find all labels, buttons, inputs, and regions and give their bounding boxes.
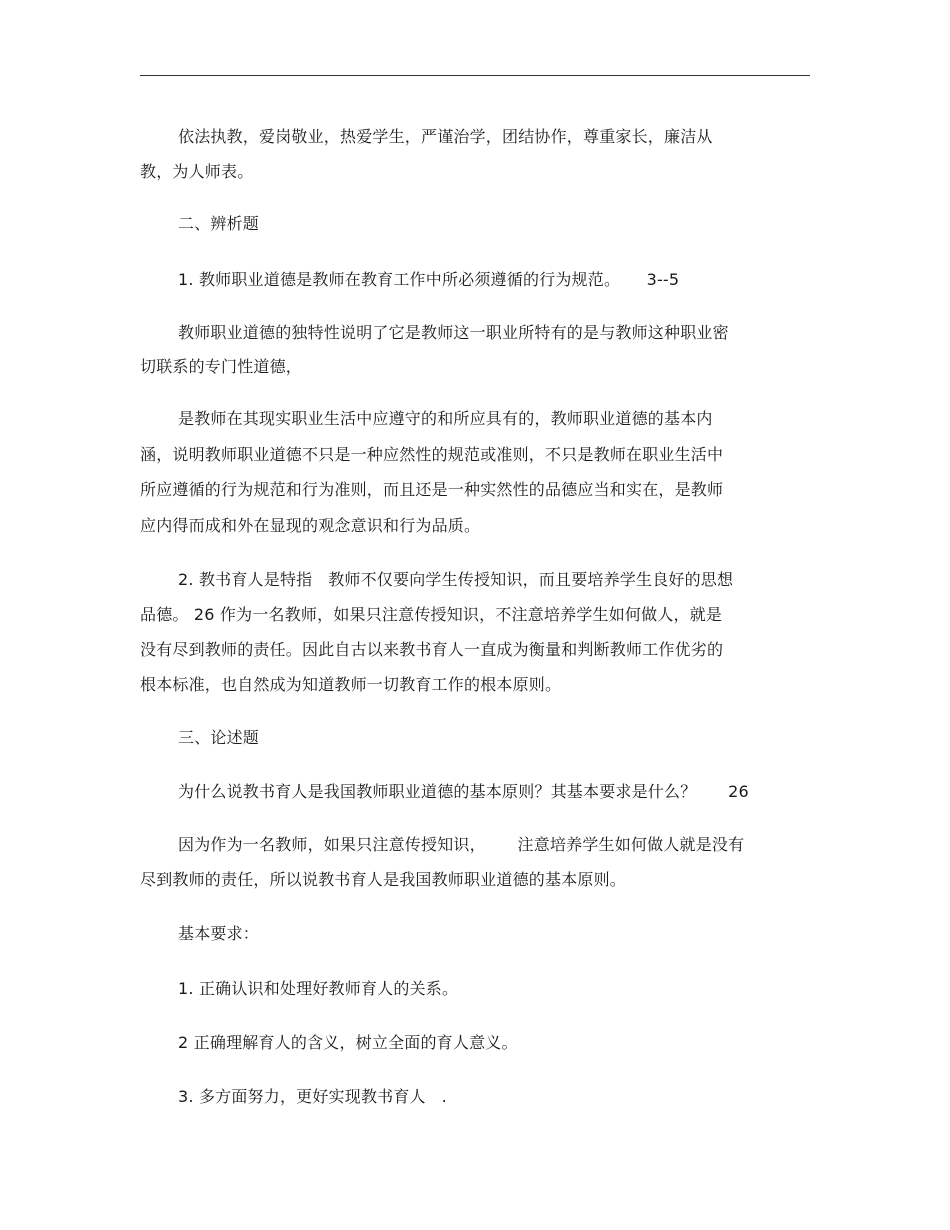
text-line: 是教师在其现实职业生活中应遵守的和所应具有的，教师职业道德的基本内: [178, 409, 713, 428]
text-line: 依法执教，爱岗敬业，热爱学生，严谨治学，团结协作，尊重家长，廉洁从: [178, 127, 713, 146]
list-item: 1. 正确认识和处理好教师育人的关系。: [178, 979, 459, 998]
text-line: 涵，说明教师职业道德不只是一种应然性的规范或准则，不只是教师在职业生活中: [140, 445, 724, 464]
text-line: 为什么说教书育人是我国教师职业道德的基本原则？其基本要求是什么？ 26: [178, 782, 749, 801]
text-line: 根本标准，也自然成为知道教师一切教育工作的根本原则。: [140, 675, 562, 694]
section-heading: 三、论述题: [178, 728, 260, 747]
list-item: 2 正确理解育人的含义，树立全面的育人意义。: [178, 1033, 518, 1052]
text-line: 基本要求：: [178, 924, 260, 943]
text-line: 所应遵循的行为规范和行为准则，而且还是一种实然性的品德应当和实在，是教师: [140, 480, 724, 499]
text-line: 2. 教书育人是特指 教师不仅要向学生传授知识，而且要培养学生良好的思想: [178, 570, 734, 589]
text-line: 没有尽到教师的责任。因此自古以来教书育人一直成为衡量和判断教师工作优劣的: [140, 640, 724, 659]
text-line: 教师职业道德的独特性说明了它是教师这一职业所特有的是与教师这种职业密: [178, 323, 729, 342]
text-line: 尽到教师的责任，所以说教书育人是我国教师职业道德的基本原则。: [140, 870, 627, 889]
header-rule: [140, 75, 810, 76]
text-line: 应内得而成和外在显现的观念意识和行为品质。: [140, 516, 481, 535]
section-heading: 二、辨析题: [178, 214, 260, 233]
text-line: 品德。 26 作为一名教师，如果只注意传授知识，不注意培养学生如何做人，就是: [140, 605, 723, 624]
text-line: 切联系的专门性道德，: [140, 357, 303, 376]
text-line: 1. 教师职业道德是教师在教育工作中所必须遵循的行为规范。 3--5: [178, 270, 680, 289]
list-item: 3. 多方面努力，更好实现教书育人 .: [178, 1087, 447, 1106]
text-line: 教，为人师表。: [140, 162, 254, 181]
text-line: 因为作为一名教师，如果只注意传授知识， 注意培养学生如何做人就是没有: [178, 835, 745, 854]
